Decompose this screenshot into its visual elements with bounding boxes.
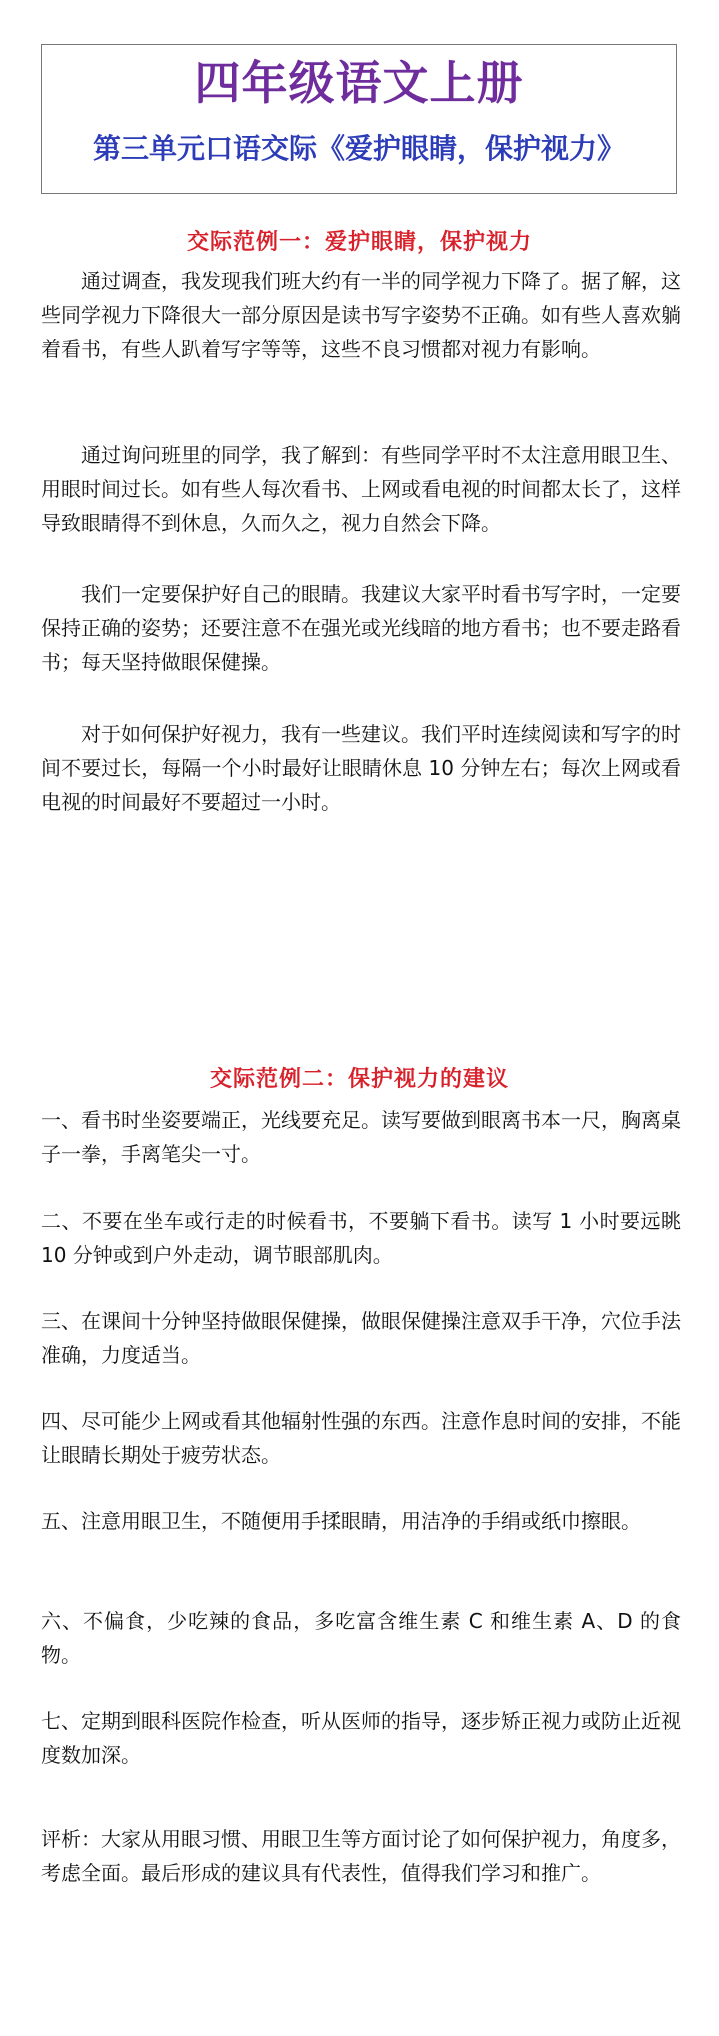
section-heading-example-one: 交际范例一：爱护眼睛，保护视力 (186, 229, 532, 255)
suggestion-item-2: 二、不要在坐车或行走的时候看书，不要躺下看书。读写 1 小时要远眺 10 分钟或到户外走动，调节眼部肌肉。 (41, 1209, 681, 1267)
paragraph-advice: 对于如何保护好视力，我有一些建议。我们平时连续阅读和写字的时间不要过长，每隔一个小时最好让眼睛休息 10 分钟左右；每次上网或看电视的时间最好不要超过一小时。 (41, 722, 681, 814)
suggestion-item-5: 五、注意用眼卫生，不随便用手揉眼睛，用洁净的手绢或纸巾擦眼。 (41, 1509, 641, 1533)
commentary: 评析：大家从用眼习惯、用眼卫生等方面讨论了如何保护视力，角度多，考虑全面。最后形成的建议具有代表性，值得我们学习和推广。 (41, 1827, 681, 1885)
suggestion-item-3: 三、在课间十分钟坚持做眼保健操，做眼保健操注意双手干净，穴位手法准确，力度适当。 (41, 1309, 681, 1367)
suggestion-item-1: 一、看书时坐姿要端正，光线要充足。读写要做到眼离书本一尺，胸离桌子一拳，手离笔尖一寸。 (41, 1108, 681, 1166)
suggestion-item-6: 六、不偏食，少吃辣的食品，多吃富含维生素 C 和维生素 A、D 的食物。 (41, 1609, 681, 1667)
suggestion-item-7: 七、定期到眼科医院作检查，听从医师的指导，逐步矫正视力或防止近视度数加深。 (41, 1709, 681, 1767)
section-heading-example-two: 交际范例二：保护视力的建议 (209, 1066, 509, 1092)
page-subtitle: 第三单元口语交际《爱护眼睛，保护视力》 (92, 132, 625, 165)
page-title: 四年级语文上册 (194, 56, 524, 110)
paragraph-inquiry: 通过询问班里的同学，我了解到：有些同学平时不太注意用眼卫生、用眼时间过长。如有些人每次看书、上网或看电视的时间都太长了，这样导致眼睛得不到休息，久而久之，视力自然会下降。 (41, 443, 681, 535)
paragraph-survey: 通过调查，我发现我们班大约有一半的同学视力下降了。据了解，这些同学视力下降很大一部分原因是读书写字姿势不正确。如有些人喜欢躺着看书，有些人趴着写字等等，这些不良习惯都对视力有影响。 (41, 269, 681, 361)
title-box (41, 44, 677, 194)
paragraph-suggestion: 我们一定要保护好自己的眼睛。我建议大家平时看书写字时，一定要保持正确的姿势；还要注意不在强光或光线暗的地方看书；也不要走路看书；每天坚持做眼保健操。 (41, 582, 681, 674)
suggestion-item-4: 四、尽可能少上网或看其他辐射性强的东西。注意作息时间的安排，不能让眼睛长期处于疲劳状态。 (41, 1409, 681, 1467)
